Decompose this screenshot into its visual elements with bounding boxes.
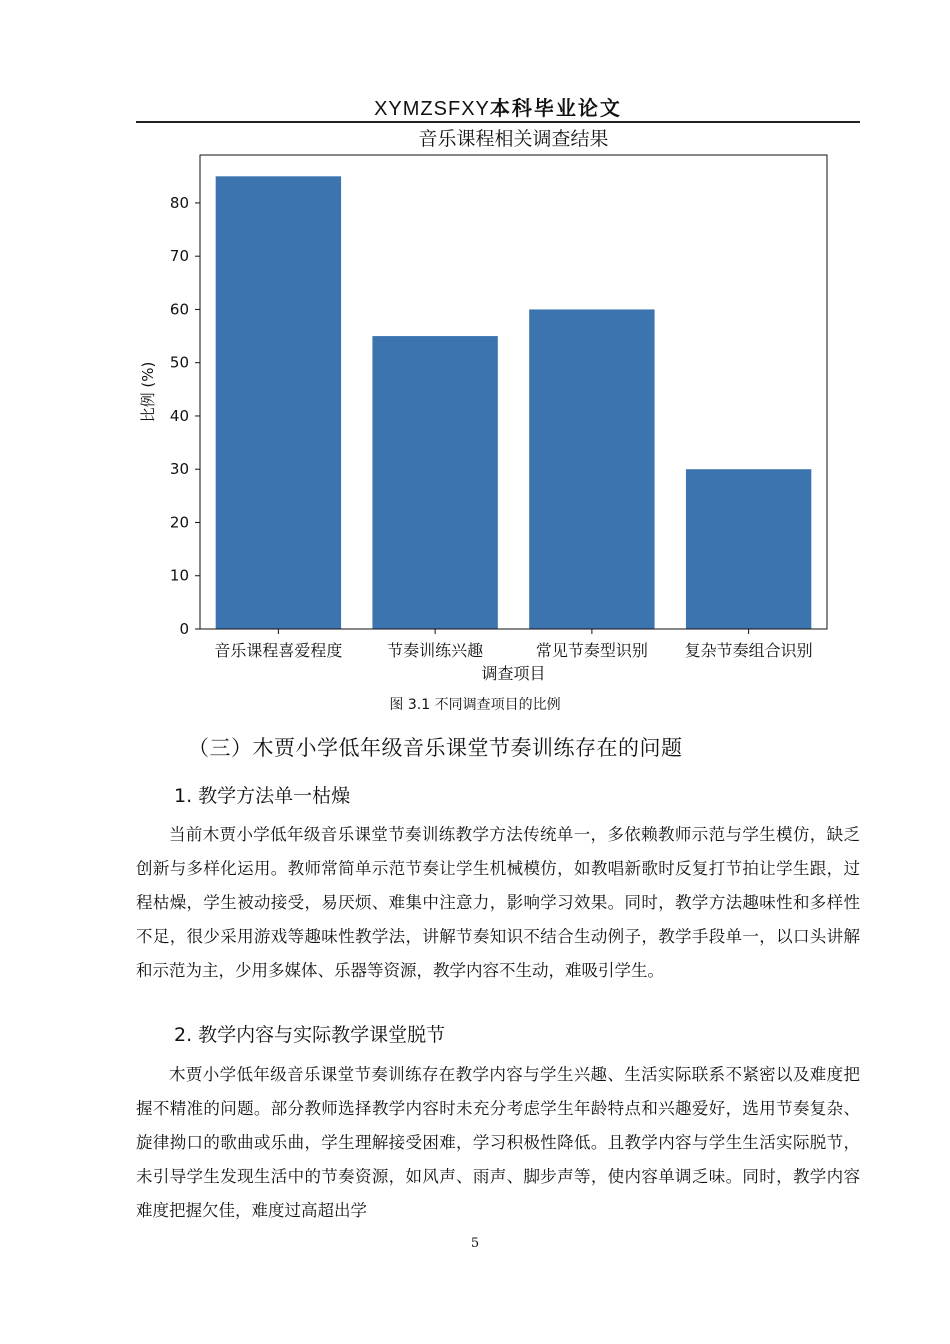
figure-caption: 图 3.1 不同调查项目的比例	[389, 697, 561, 713]
subsection-title-1: 1. 教学方法单一枯燥	[174, 785, 351, 807]
chart-bar	[686, 469, 811, 629]
section-title: （三）木贾小学低年级音乐课堂节奏训练存在的问题	[188, 736, 683, 760]
page-number: 5	[470, 1236, 480, 1251]
x-tick-label: 复杂节奏组合识别	[684, 641, 813, 660]
chart-bar	[529, 309, 654, 629]
y-tick-label: 40	[169, 406, 189, 425]
y-tick-label: 60	[169, 300, 189, 319]
y-tick-label: 20	[169, 513, 189, 532]
bar-chart	[130, 122, 860, 692]
header-school-code: XYMZSFXY	[374, 98, 490, 120]
header-thesis-label: 本科毕业论文	[489, 96, 622, 120]
y-tick-label: 70	[169, 247, 189, 266]
y-axis-label: 比例 (%)	[139, 361, 157, 423]
x-tick-label: 常见节奏型识别	[535, 641, 648, 660]
subsection-paragraph-1: 当前木贾小学低年级音乐课堂节奏训练教学方法传统单一，多依赖教师示范与学生模仿，缺乏创新与多样化运用。教师常简单示范节奏让学生机械模仿，如教唱新歌时反复打节拍让学生跟，过程枯燥，学生被动接受，易厌烦、难集中注意力，影响学习效果。同时，教学方法趣味性和多样性不足，很少采用游戏等趣味性教学法，讲解节奏知识不结合生动例子，教学手段单一，以口头讲解和示范为主，少用多媒体、乐器等资源，教学内容不生动，难吸引学生。	[136, 825, 860, 980]
chart-bar	[216, 176, 341, 629]
x-axis-label: 调查项目	[481, 664, 546, 683]
y-tick-label: 50	[169, 353, 189, 372]
subsection-paragraph-2: 木贾小学低年级音乐课堂节奏训练存在教学内容与学生兴趣、生活实际联系不紧密以及难度把握不精准的问题。部分教师选择教学内容时未充分考虑学生年龄特点和兴趣爱好，选用节奏复杂、旋律拗口的歌曲或乐曲，学生理解接受困难，学习积极性降低。且教学内容与学生生活实际脱节，未引导学生发现生活中的节奏资源，如风声、雨声、脚步声等，使内容单调乏味。同时，教学内容难度把握欠佳，难度过高超出学	[136, 1065, 860, 1220]
x-tick-label: 节奏训练兴趣	[387, 641, 484, 660]
subsection-title-2: 2. 教学内容与实际教学课堂脱节	[174, 1024, 446, 1046]
y-tick-label: 30	[169, 460, 189, 479]
running-header	[136, 94, 860, 122]
y-tick-label: 80	[169, 193, 189, 212]
x-tick-label: 音乐课程喜爱程度	[214, 641, 343, 660]
y-tick-label: 10	[169, 566, 189, 585]
y-tick-label: 0	[179, 620, 189, 638]
chart-title: 音乐课程相关调查结果	[418, 128, 609, 150]
chart-bar	[372, 336, 497, 629]
